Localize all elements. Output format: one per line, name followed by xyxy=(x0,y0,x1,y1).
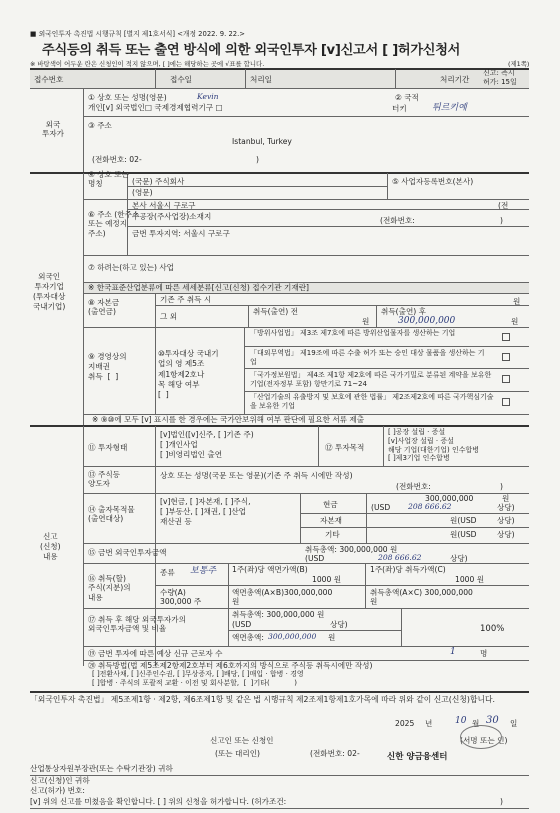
acq-method-options[interactable]: [ ]전환사채, [ ]신주인수권, [ ]무상증자, [ ]배당, [ ]매입 · 합병 · 경영 [ ]합병 · 주식의 포괄적 교환 · 이전 및 회사분할, [ ]기타( ) xyxy=(92,670,304,687)
share-type-label: 종류 xyxy=(160,568,175,577)
nationality-handwritten: 튀르키예 xyxy=(432,103,467,113)
post-acq-face-label: 액면총액: xyxy=(232,633,264,642)
investor-address-label: ③ 주소 xyxy=(88,121,112,130)
declaration-text: 「외국인투자 촉진법」 제5조제1항 · 제2항, 제6조제1항 및 같은 법 시행규칙 제2조제1항제1호가목에 따라 위와 같이 신고(신청)합니다. xyxy=(30,695,496,704)
other-label: 그 외 xyxy=(160,312,178,321)
capital-goods-label: 자본재 xyxy=(320,516,343,525)
security-warning: ※ ⑨⑩에 모두 [v] 표시를 한 경우에는 국가안보위해 여부 판단에 필요한 서류 제출 xyxy=(92,415,365,424)
ownership-ratio[interactable]: 100% xyxy=(480,624,505,634)
law-reference: ■ 외국인투자 촉진법 시행규칙 [별지 제1호서식] <개정 2022. 9. 22.> xyxy=(30,30,245,38)
period-report: 신고: 즉시 xyxy=(483,69,515,77)
period-permit: 허가: 15일 xyxy=(483,78,517,86)
investment-total-usd[interactable]: 208 666.62 xyxy=(378,553,422,562)
bank-name: 신한 양금융센터 xyxy=(387,752,448,762)
factory-phone: (전화번호: xyxy=(380,216,415,225)
par-value-label: 1주(좌)당 액면가액(B) xyxy=(232,565,308,574)
investment-purpose-label: ⑫ 투자목적 xyxy=(325,443,365,452)
acq-method-label: ⑳ 취득방법(법 제5조제2항제2호부터 제6호까지의 방식으로 주식등 취득시에만 작성) xyxy=(88,661,373,670)
receipt-date-label: 접수일 xyxy=(170,75,193,84)
transferor-label: ⑬ 주식등 양도자 xyxy=(88,470,121,489)
option-intelligence: 「국가정보원법」 제4조 제1항 제2호에 따른 국가기밀로 분류된 계약을 보유한 기업(전자정부 포함) 항만기로 71~24 xyxy=(250,371,492,388)
capital-label: ⑧ 자본금 (출연금) xyxy=(88,298,120,317)
business-reg-label: ⑤ 사업자등록번호(본사) xyxy=(392,177,474,186)
option-tech: 「산업기술의 유출방지 및 보호에 관한 법률」 제2조제2호에 따른 국가핵심기술을 보유한 기업 xyxy=(250,393,494,410)
company-korean-name[interactable]: (국문) 주식회사 xyxy=(132,177,185,186)
new-workers-label: ⑲ 금번 투자에 따른 예상 신규 근로자 수 xyxy=(88,649,223,658)
cash-value[interactable]: 300,000,000 xyxy=(425,494,474,503)
form-title: 주식등의 취득 또는 출연 방식에 의한 외국인투자 [v]신고서 [ ]허가신청서 xyxy=(42,43,461,58)
page-note: (제1쪽) xyxy=(508,60,530,68)
post-acq-face-value[interactable]: 300,000,000 xyxy=(268,632,317,641)
investment-purpose-options[interactable]: [ ]공장 설립 · 증설 [v]사업장 설립 · 증설 해당 기업(대한기업) 인수합병 [ ]제3기업 인수합병 xyxy=(388,428,480,463)
shares-label: ⑯ 취득(할) 주식(지분)의 내용 xyxy=(88,574,131,602)
process-date-label: 처리일 xyxy=(250,75,273,84)
investment-type-options[interactable]: [v]법인([v]신주, [ ]기존 주) [ ]개인사업 [ ]비영리법인 출연 xyxy=(160,430,254,459)
transferor-value[interactable]: 상호 또는 성명(국문 또는 영문)(기존 주 취득 시에만 작성) xyxy=(160,471,353,480)
form-note: ※ 바탕색이 어두운 란은 신청인이 적지 않으며, [ ]에는 해당하는 곳에 √표를 합니다. xyxy=(30,60,265,68)
acq-price-label: 1주(좌)당 취득가액(C) xyxy=(370,565,446,574)
acq-after-value[interactable]: 300,000,000 xyxy=(398,316,456,326)
new-workers-value[interactable]: 1 xyxy=(450,647,456,657)
applicant-label: 신고인 또는 신청인 xyxy=(210,736,274,745)
option-tech-checkbox[interactable] xyxy=(502,398,510,406)
acq-total[interactable]: 취득총액(A×C) 300,000,000 xyxy=(370,588,473,597)
agent-phone: (전화번호: 02- xyxy=(310,749,360,758)
quantity-label: 수량(A) xyxy=(160,588,186,597)
recipient: 산업통상자원부장관(또는 수탁기관장) 귀하 xyxy=(30,764,173,773)
share-type-value[interactable]: 보통주 xyxy=(190,566,217,576)
investor-name-label: ① 상호 또는 성명(영문) xyxy=(88,93,167,102)
company-address-label: ⑥ 주소 (한주소 또는 예정지 주소) xyxy=(88,210,140,238)
option-defense: 「방위사업법」 제3조 제7호에 따른 방위산업물자를 생산하는 기업 xyxy=(250,329,456,337)
nationality-label: ② 국적 xyxy=(395,93,419,102)
seal-stamp xyxy=(460,725,502,749)
investor-section-label: 외국 투자가 xyxy=(42,120,65,139)
company-english-name[interactable]: (영문) xyxy=(132,188,153,197)
investor-address-value[interactable]: Istanbul, Turkey xyxy=(232,137,292,146)
hq-address[interactable]: 본사 서울시 구로구 xyxy=(132,201,196,210)
period-label: 처리기간 xyxy=(440,75,470,84)
option-defense-checkbox[interactable] xyxy=(502,333,510,341)
investment-region[interactable]: 금번 투자지역: 서울시 구로구 xyxy=(132,229,230,238)
post-acq-label: ⑰ 취득 후 해당 외국투자가의 외국인투자금액 및 비율 xyxy=(88,615,186,634)
face-total[interactable]: 액면총액(A×B)300,000,000 xyxy=(232,588,333,597)
acq-after-label: 취득(출연) 후 xyxy=(381,307,427,316)
agent-label: (또는 대리인) xyxy=(215,749,261,758)
factory-address[interactable]: 주공장(주사업장)소재지 xyxy=(132,212,212,221)
receipt-number-label: 접수번호 xyxy=(34,75,64,84)
acq-before-label: 취득(출연) 전 xyxy=(253,307,299,316)
footer-recipient: 신고(신청)인 귀하 xyxy=(30,776,90,785)
date-year: 2025 xyxy=(395,719,415,728)
cash-usd-value[interactable]: 208 666.62 xyxy=(408,502,452,511)
business-label: ⑦ 하려는(하고 있는) 사업 xyxy=(88,263,174,272)
date-month: 10 xyxy=(455,716,467,726)
option-intelligence-checkbox[interactable] xyxy=(502,375,510,383)
national-security-label: ⑩투자대상 국내기 업의 영 제5조 제1항제2호나 목 해당 여부 [ ] xyxy=(158,349,219,399)
investment-amount-label: ⑮ 금번 외국인투자금액 xyxy=(88,548,167,557)
nationality-value[interactable]: 터키 xyxy=(392,104,407,113)
report-section-label: 신고 (신청) 내용 xyxy=(40,532,61,561)
company-name-label: ④ 상호 또는 명칭 xyxy=(88,170,129,189)
par-value[interactable]: 1000 원 xyxy=(312,575,342,584)
investor-phone[interactable]: (전화번호: 02- xyxy=(92,155,142,164)
cash-label: 현금 xyxy=(323,500,338,509)
investor-phone-end: ) xyxy=(256,155,259,164)
transferor-phone: (전화번호: xyxy=(396,482,431,491)
existing-shares-label: 기존 주 취득 시 xyxy=(160,295,212,304)
footer-confirm[interactable]: [v] 위의 신고를 미쳤음을 확인합니다. [ ] 위의 신청을 허가합니다. (허가조건: xyxy=(30,797,287,806)
hq-phone: (전 xyxy=(498,201,509,210)
form-page: ■ 외국인투자 촉진법 시행규칙 [별지 제1호서식] <개정 2022. 9. 22.> 주식등의 취득 또는 출연 방식에 의한 외국인투자 [v]신고서 [ ]허가신청서 ※ 바탕색이 어두운 란은 신청인이 적지 않으며, [ ]에는 해당하는 곳에 √표를 합니다. (제1쪽) 접수번호 접수일 처리일 처리기간 신고: 즉시 허가: 15일 외국 투자가 ① 상호 또는 성명(영문) Kevin 개인[v] 외국법인□ 국제경제협력기구 □ ② 국적 터키 튀르키예 ③ 주소 Istanbul, Turkey (전화번호: 02- ) 외국인 투자기업 (투자대상 국내기업) ④ 상호 또는 명칭 (국문) 주식회사 (영문) ⑤ 사업자등록번호(본사) ⑥ 주소 (한주소 또는 예정지 주소) 본사 서울시 구로구 (전 주공장(주사업장)소재지 (전화번호: ) 금번 투자지역: 서울시 구로구 ⑦ 하려는(하고 있는) 사업 ※ 한국표준산업분류에 따른 세세분류[신고(신청) 접수기관 기재란] ⑧ 자본금 (출연금) 기존 주 취득 시 원 그 외 취득(출연) 전 원 취득(출연) 후 300,000,000 원 ⑨ 경영상의 지배권 취득 [ ] ⑩투자대상 국내기 업의 영 제5조 제1항제2호나 목 해당 여부 [ ] 「방위사업법」 제3조 제7호에 따른 방위산업물자를 생산하는 기업 「대외무역법」 제19조에 따른 수출 허가 또는 승인 대상 물품을 생산하는 기업 「국가정보원법」 제4조 제1항 제2호에 따른 국가기밀로 분류된 계약을 보유한 기업(전자정부 포함) 항만기로 71~24 「산업기술의 유출방지 및 보호에 관한 법률」 제2조제2호에 따른 국가핵심기술을 보유한 기업 ※ ⑨⑩에 모두 [v] 표시를 한 경우에는 국가안보위해 여부 판단에 필요한 서류 제출 신고 (신청) 내용 ⑪ 투자형태 [v]법인([v]신주, [ ]기존 주) [ ]개인사업 [ ]비영리법인 출연 ⑫ 투자목적 [ ]공장 설립 · 증설 [v]사업장 설립 · 증설 해당 기업(대한기업) 인수합병 [ ]제3기업 인수합병 ⑬ 주식등 양도자 상호 또는 성명(국문 또는 영문)(기존 주 취득 시에만 작성) (전화번호: ) ⑭ 출자목적물 (출연대상) [v]현금, [ ]자본재, [ ]주식, [ ]부동산, [ ]채권, [ ]산업 재산권 등 현금 300,000,000 원 (USD 208 666.62 상당) 자본재 원(USD 상당) 기타 원(USD 상당) ⑮ 금번 외국인투자금액 취득총액: 300,000,000 원 (USD 208 666.62 상당) ⑯ 취득(할) 주식(지분)의 내용 종류 보통주 1주(좌)당 액면가액(B) 1000 원 1주(좌)당 취득가액(C) 1000 원 수량(A) 300,000 주 액면총액(A×B)300,000,000 원 취득총액(A×C) 300,000,000 원 ⑰ 취득 후 해당 외국투자가의 외국인투자금액 및 비율 취득총액: 300,000,000 원 (USD 상당) 액면총액: 300,000,000 원 100% ⑲ 금번 투자에 따른 예상 신규 근로자 수 1 명 ⑳ 취득방법(법 제5조제2항제2호부터 제6호까지의 방식으로 주식등 취득시에만 작성) [ ]전환사채, [ ]신주인수권, [ ]무상증자, [ ]배당, [ ]매입 · 합병 · 경영 [ ]합병 · 주식의 포괄적 교환 · 이전 및 회사분할, [ ]기타( ) 「외국인투자 촉진법」 제5조제1항 · 제2항, 제6조제1항 및 같은 법 시행규칙 제2조제1항제1호가목에 따라 위와 같이 신고(신청)합니다. 2025 년 10 월 30 일 신고인 또는 신청인 (서명 또는 인) (또는 대리인) (전화번호: 02- 산업통상자원부장관(또는 수탁기관장) 귀하 신한 양금융센터 신고(신청)인 귀하 신고(허가) 번호: [v] 위의 신고를 미쳤음을 확인합니다. [ ] 위의 신청을 허가합니다. (허가조건: ) xyxy=(0,0,560,813)
footer-number: 신고(허가) 번호: xyxy=(30,786,85,795)
post-acq-total[interactable]: 취득총액: 300,000,000 원 xyxy=(232,610,325,619)
investment-type-label: ⑪ 투자형태 xyxy=(88,443,128,452)
quantity-value[interactable]: 300,000 주 xyxy=(160,597,202,606)
investor-name-value[interactable]: Kevin xyxy=(197,92,219,101)
acq-price[interactable]: 1000 원 xyxy=(455,575,485,584)
other-contribution-label: 기타 xyxy=(325,530,340,539)
option-trade: 「대외무역법」 제19조에 따른 수출 허가 또는 승인 대상 물품을 생산하는 기업 xyxy=(250,349,485,366)
date-day: 30 xyxy=(486,715,499,726)
control-label: ⑨ 경영상의 지배권 취득 [ ] xyxy=(88,352,127,381)
contribution-label: ⑭ 출자목적물 (출연대상) xyxy=(88,505,135,524)
option-trade-checkbox[interactable] xyxy=(502,353,510,361)
signature-label: (서명 또는 인) xyxy=(460,736,508,745)
investment-total[interactable]: 취득총액: 300,000,000 원 xyxy=(305,545,398,554)
investor-type-options[interactable]: 개인[v] 외국법인□ 국제경제협력기구 □ xyxy=(88,103,223,112)
contribution-options[interactable]: [v]현금, [ ]자본재, [ ]주식, [ ]부동산, [ ]채권, [ ]산업 재산권 등 xyxy=(160,497,251,526)
ksic-note: ※ 한국표준산업분류에 따른 세세분류[신고(신청) 접수기관 기재란] xyxy=(88,283,310,292)
company-section-label: 외국인 투자기업 (투자대상 국내기업) xyxy=(33,272,66,311)
